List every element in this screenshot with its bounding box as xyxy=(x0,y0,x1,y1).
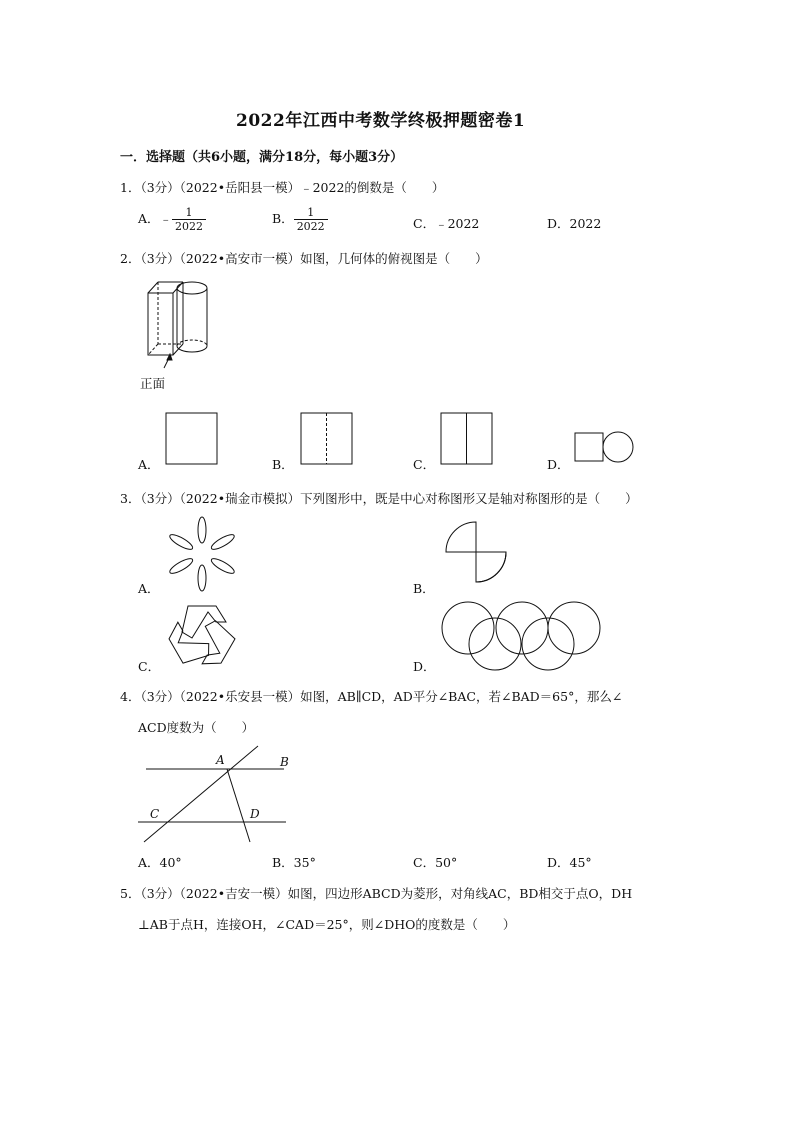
q4-option-c: C．50° xyxy=(413,855,458,870)
question-4-stem-line2: ACD度数为（ ） xyxy=(138,720,255,735)
q4-stem-text: 4．（3分）（2022•乐安县一模）如图，AB∥CD，AD平分∠BAC，若∠BAD＝65°，那么∠ xyxy=(120,689,623,704)
q1-option-a-sign: ﹣ xyxy=(159,211,173,226)
q2-option-d: D． xyxy=(547,457,570,472)
petal xyxy=(168,556,195,576)
cylinder-bottom xyxy=(177,346,207,352)
question-2-stem: 2．（3分）（2022•高安市一模）如图，几何体的俯视图是（ ） xyxy=(120,251,488,266)
q2-solid-figure xyxy=(140,278,220,388)
q2-option-d-figure xyxy=(574,430,640,466)
q1-option-b xyxy=(272,206,328,233)
q2-option-a-figure xyxy=(165,412,219,466)
arrow-segment xyxy=(164,614,214,668)
q2-figure-caption: 正面 xyxy=(140,376,166,391)
q1-option-d: D．2022 xyxy=(547,216,602,231)
ring xyxy=(469,618,521,670)
arrow-segment xyxy=(182,606,226,638)
petal xyxy=(198,565,206,591)
section-heading: 一．选择题（共6小题，满分18分，每小题3分） xyxy=(120,150,404,165)
q1-option-a-fraction xyxy=(172,206,206,233)
q4-option-a: A．40° xyxy=(138,855,182,870)
square-shape xyxy=(575,433,603,461)
q1-b-denominator: 2022 xyxy=(296,220,325,233)
q3-option-b: B． xyxy=(413,581,435,596)
petal xyxy=(210,556,237,576)
q1-b-numerator: 1 xyxy=(294,206,328,220)
question-3-stem: 3．（3分）（2022•瑞金市模拟）下列图形中，既是中心对称图形又是轴对称图形的是（ ） xyxy=(120,491,638,506)
line-ad-bisector xyxy=(227,769,250,842)
quarter-circle xyxy=(476,552,506,582)
q3-option-c-figure xyxy=(162,600,242,670)
q1-option-a-label: A． xyxy=(138,211,160,226)
q2-option-c: C． xyxy=(413,457,436,472)
q1-a-numerator: 1 xyxy=(172,206,206,220)
q1-option-b-label: B． xyxy=(272,211,294,226)
circle-shape xyxy=(603,432,633,462)
line-ac-transversal xyxy=(144,746,258,842)
petal xyxy=(210,532,237,552)
q1-option-c: C．﹣2022 xyxy=(413,216,480,231)
cuboid-edge xyxy=(173,344,183,355)
cuboid-hidden-edge xyxy=(148,344,158,355)
question-4-stem-line1 xyxy=(120,687,622,705)
cylinder-top xyxy=(177,282,207,294)
q4-option-d: D．45° xyxy=(547,855,592,870)
q4-option-b: B．35° xyxy=(272,855,316,870)
question-1-stem: 1．（3分）（2022•岳阳县一模）﹣2022的倒数是（ ） xyxy=(120,180,445,195)
q3-option-a-figure xyxy=(162,514,242,594)
q3-option-c: C． xyxy=(138,659,161,674)
page-title: 2022年江西中考数学终极押题密卷1 xyxy=(236,111,526,131)
point-d-label: D xyxy=(250,807,260,821)
question-5-stem-line2: ⊥AB于点H，连接OH，∠CAD＝25°，则∠DHO的度数是（ ） xyxy=(138,917,516,932)
arrow-segment xyxy=(188,618,238,672)
petal xyxy=(168,532,195,552)
point-b-label: B xyxy=(280,755,289,769)
quarter-circle xyxy=(446,522,476,552)
square-shape xyxy=(166,413,217,464)
point-c-label: C xyxy=(150,807,160,821)
q2-option-b: B． xyxy=(272,457,294,472)
q2-option-b-figure xyxy=(300,412,354,466)
q2-option-c-figure xyxy=(440,412,494,466)
q1-option-a xyxy=(138,206,206,233)
q3-option-d: D． xyxy=(413,659,436,674)
q4-parallel-lines-figure xyxy=(136,744,296,844)
ring xyxy=(442,602,494,654)
cuboid-edge xyxy=(148,282,158,293)
cuboid-front xyxy=(148,293,173,355)
q2-option-a: A． xyxy=(138,457,160,472)
q3-option-b-figure xyxy=(436,514,516,594)
question-5-stem-line1: 5．（3分）（2022•吉安一模）如图，四边形ABCD为菱形，对角线AC，BD相交于点O，DH xyxy=(120,886,633,901)
q3-option-a: A． xyxy=(138,581,160,596)
q1-a-denominator: 2022 xyxy=(175,220,204,233)
point-a-label: A xyxy=(216,753,225,767)
q3-option-d-figure xyxy=(440,602,600,672)
petal xyxy=(198,517,206,543)
q1-option-b-fraction xyxy=(294,206,328,233)
